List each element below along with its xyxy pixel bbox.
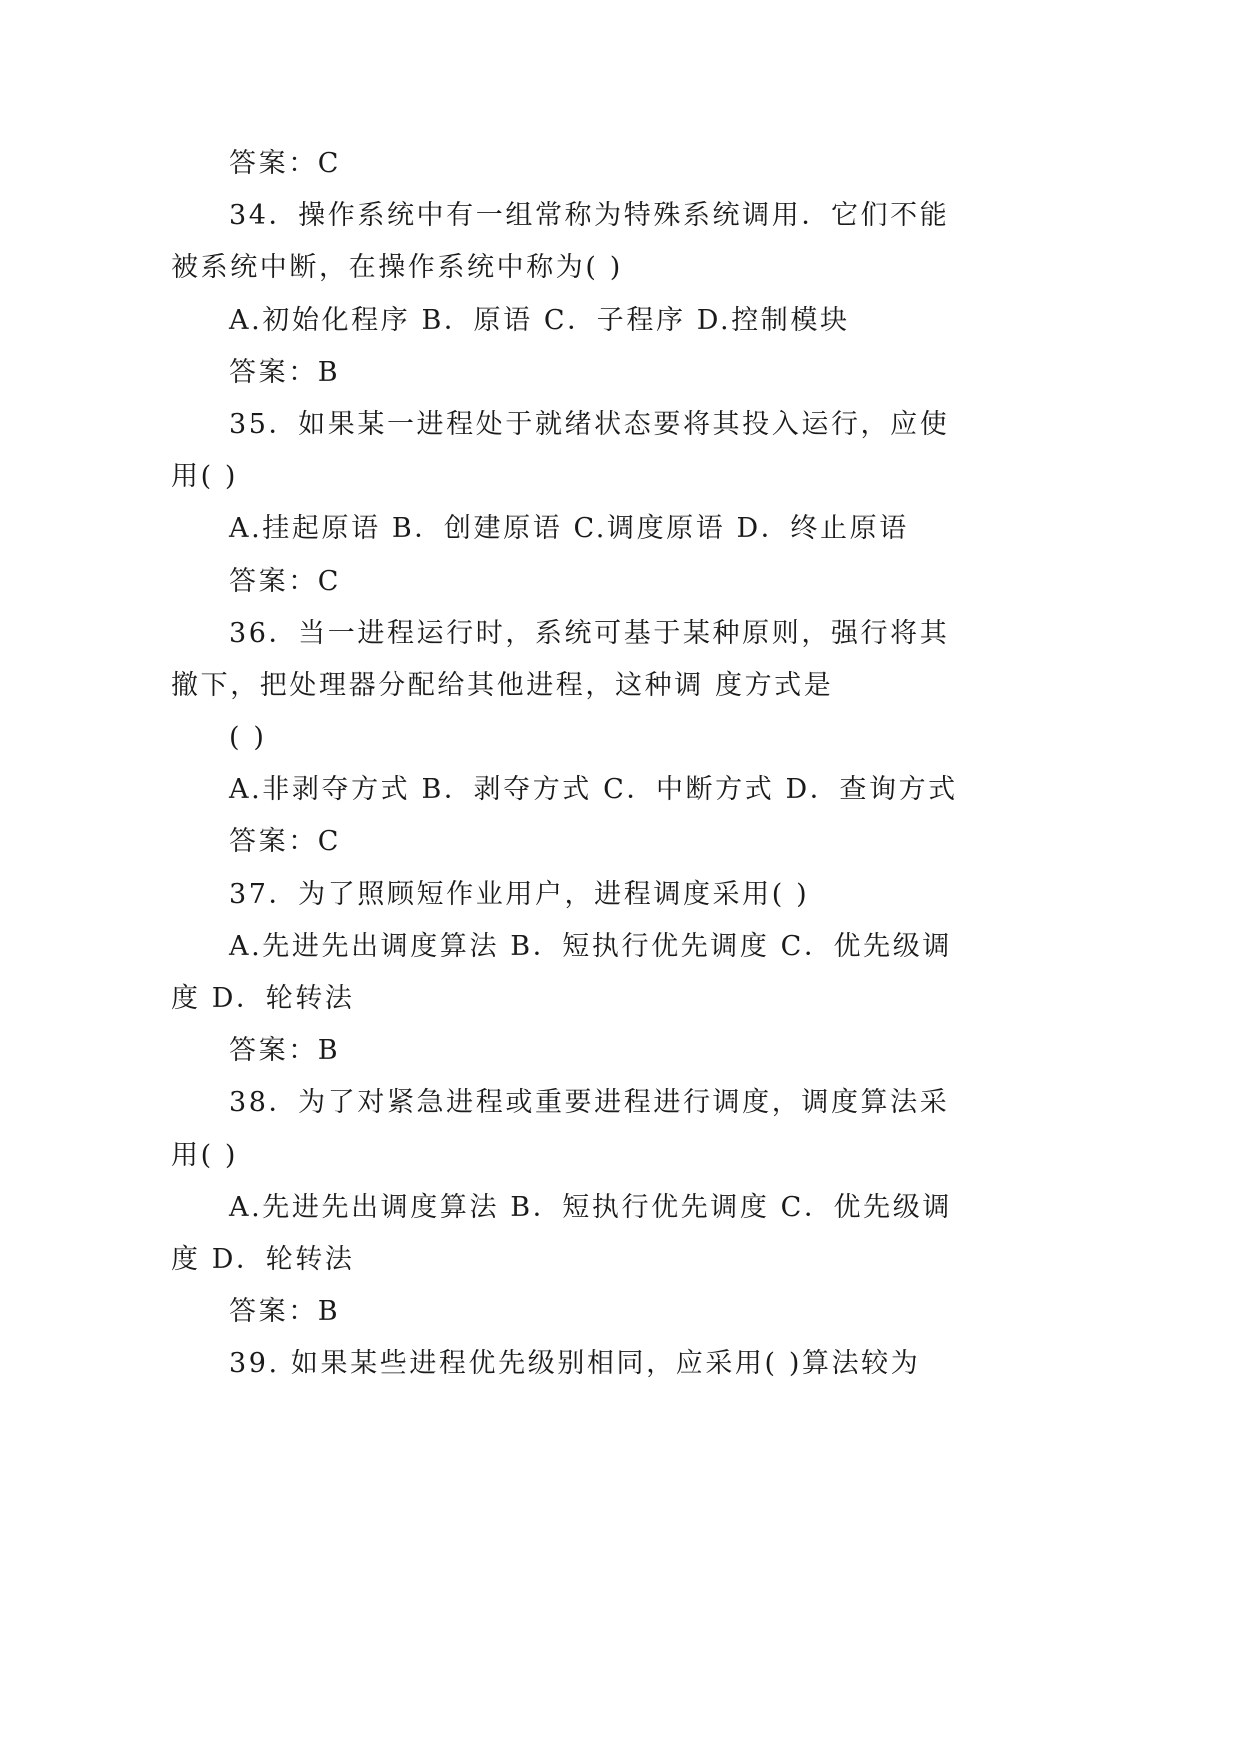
question-38-line-2: 用( ) xyxy=(171,1139,239,1171)
question-36-line-3: ( ) xyxy=(229,722,267,754)
question-38-options-line-2: 度 D．轮转法 xyxy=(171,1243,355,1275)
question-34-options: A.初始化程序 B．原语 C．子程序 D.控制模块 xyxy=(229,304,850,336)
question-34-answer: 答案：B xyxy=(229,356,341,388)
question-36-line-1: 36．当一进程运行时，系统可基于某种原则，强行将其 xyxy=(229,617,950,649)
question-35-line-2: 用( ) xyxy=(171,461,239,493)
question-38-options-line-1: A.先进先出调度算法 B．短执行优先调度 C．优先级调 xyxy=(229,1191,952,1223)
question-39-line-1: 39. 如果某些进程优先级别相同，应采用( )算法较为 xyxy=(229,1348,921,1380)
question-35-line-1: 35．如果某一进程处于就绪状态要将其投入运行，应使 xyxy=(229,408,950,440)
question-37-options-line-2: 度 D．轮转法 xyxy=(171,983,355,1014)
question-36-options: A.非剥夺方式 B．剥夺方式 C．中断方式 D．查询方式 xyxy=(229,774,958,806)
question-35-options: A.挂起原语 B．创建原语 C.调度原语 D．终止原语 xyxy=(229,513,909,545)
question-34-line-2: 被系统中断，在操作系统中称为( ) xyxy=(171,252,623,284)
question-36-line-2: 撤下，把处理器分配给其他进程，这种调 度方式是 xyxy=(171,669,834,701)
question-36-answer: 答案：C xyxy=(229,826,342,858)
question-37-options-line-1: A.先进先出调度算法 B．短执行优先调度 C．优先级调 xyxy=(229,930,952,962)
document-body xyxy=(171,138,958,1391)
question-37-line-1: 37．为了照顾短作业用户，进程调度采用( ) xyxy=(229,878,810,910)
question-37-answer: 答案：B xyxy=(229,1035,341,1067)
question-38-answer: 答案：B xyxy=(229,1296,341,1328)
question-38-line-1: 38．为了对紧急进程或重要进程进行调度，调度算法采 xyxy=(229,1087,950,1119)
answer-line: 答案：C xyxy=(229,148,342,179)
question-34-line-1: 34．操作系统中有一组常称为特殊系统调用．它们不能 xyxy=(229,200,950,232)
question-35-answer: 答案：C xyxy=(229,565,342,597)
